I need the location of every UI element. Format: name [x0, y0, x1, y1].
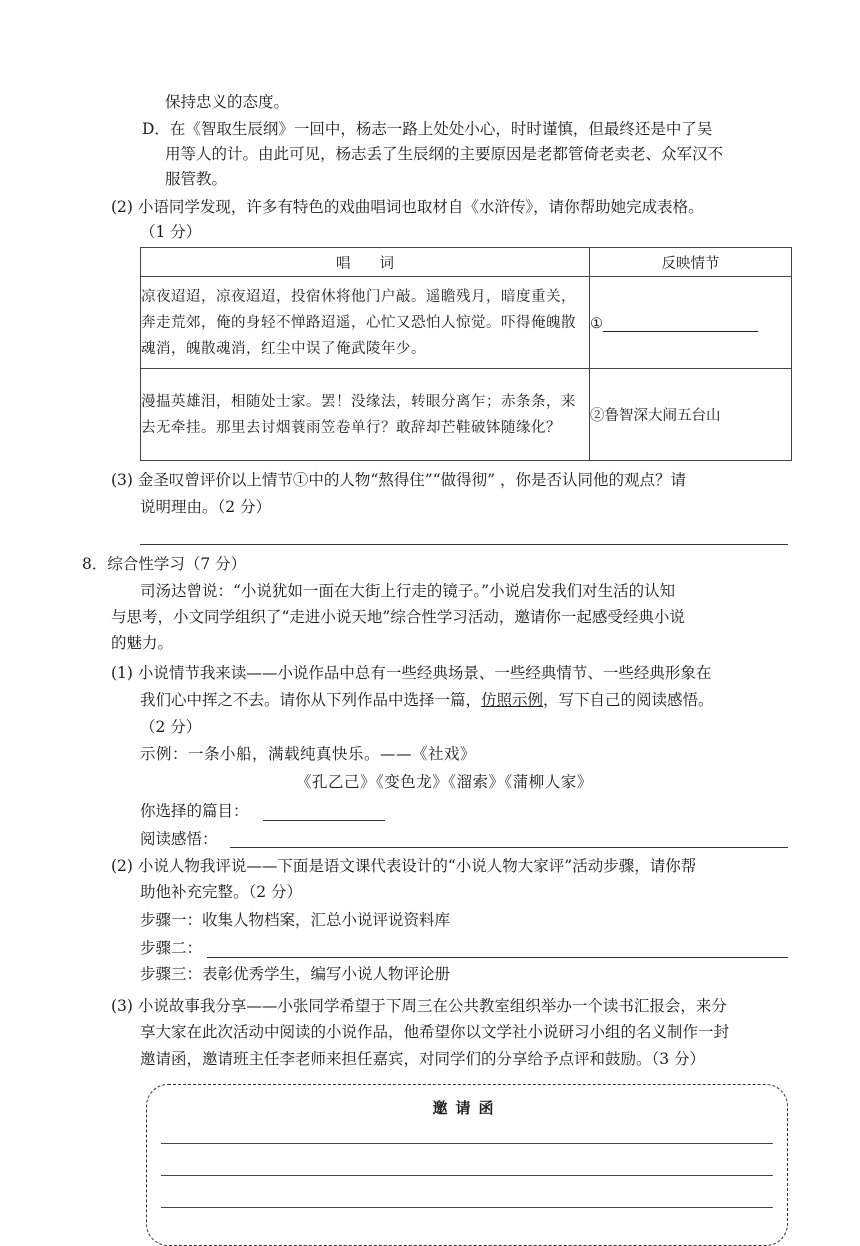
q8-intro-line1: 司汤达曾说：“小说犹如一面在大街上行走的镜子。”小说启发我们对生活的认知 — [140, 582, 676, 600]
q8-part2-line1: (2) 小说人物我评说——下面是语文课代表设计的“小说人物大家评”活动步骤，请你帮 — [111, 857, 697, 875]
q8-part1-score: （2 分） — [140, 718, 202, 736]
q8-part1-line2 — [140, 689, 714, 711]
works-list: 《孔乙己》《变色龙》《溜索》《蒲柳人家》 — [296, 773, 593, 791]
q8-intro-line3: 的魅力。 — [111, 634, 174, 652]
choose-label: 你选择的篇目： — [140, 802, 249, 820]
q8-intro-line2: 与思考，小文同学组织了“走进小说天地”综合性学习活动，邀请你一起感受经典小说 — [111, 608, 685, 626]
q7-part3-line2: 说明理由。（2 分） — [140, 498, 272, 516]
q7-part2-score: （1 分） — [140, 223, 202, 241]
step-two-label: 步骤二： — [140, 939, 203, 957]
invitation-box — [146, 1084, 788, 1246]
choose-answer-blank[interactable] — [263, 820, 385, 821]
q8-heading: 8．综合性学习（7 分） — [82, 555, 247, 573]
q7-part2-prompt: (2) 小语同学发现，许多有特色的戏曲唱词也取材自《水浒传》，请你帮助她完成表格。 — [111, 198, 704, 216]
q8-part1-underlined: 仿照示例 — [481, 691, 544, 709]
answer-line[interactable] — [140, 544, 788, 545]
q8-part1-line1: (1) 小说情节我来读——小说作品中总有一些经典场景、一些经典情节、一些经典形象在 — [111, 664, 712, 682]
q8-part3-line2: 享大家在此次活动中阅读的小说作品，他希望你以文学社小说研习小组的名义制作一封 — [140, 1023, 730, 1041]
step-three: 步骤三：表彰优秀学生，编写小说人物评论册 — [140, 965, 451, 983]
invitation-writing-line[interactable] — [161, 1175, 773, 1176]
plot-cell — [590, 277, 792, 369]
table-row — [141, 369, 792, 461]
plot-cell: ②鲁智深大闹五台山 — [590, 369, 792, 461]
plot-answer-blank[interactable] — [603, 314, 758, 332]
lyrics-cell: 漫揾英雄泪，相随处士家。罢！没缘法，转眼分离乍；赤条条，来去无牵挂。那里去讨烟蓑雨笠卷单行？敢辞却芒鞋破钵随缘化？ — [141, 369, 590, 461]
invitation-writing-line[interactable] — [161, 1207, 773, 1208]
table-header-lyrics: 唱 词 — [141, 248, 590, 277]
table-row — [141, 277, 792, 369]
option-c-continuation: 保持忠义的态度。 — [165, 93, 290, 111]
q8-part3-line1: (3) 小说故事我分享——小张同学希望于下周三在公共教室组织举办一个读书汇报会，来分 — [111, 997, 727, 1015]
option-d-line2: 用等人的计。由此可见，杨志丢了生辰纲的主要原因是老都管倚老卖老、众军汉不 — [165, 145, 724, 163]
q7-part3-line1: (3) 金圣叹曾评价以上情节①中的人物“熬得住”“做得彻” ，你是否认同他的观点？请 — [111, 471, 687, 489]
invitation-title: 邀请函 — [432, 1099, 502, 1117]
feeling-answer-blank[interactable] — [230, 847, 788, 848]
q8-part2-line2: 助他补充完整。（2 分） — [140, 883, 303, 901]
step-two-answer-blank[interactable] — [207, 957, 788, 958]
q8-part3-line3: 邀请函，邀请班主任李老师来担任嘉宾，对同学们的分享给予点评和鼓励。（3 分） — [140, 1050, 706, 1068]
feeling-label: 阅读感悟： — [140, 830, 218, 848]
option-d-line3: 服管教。 — [165, 170, 228, 188]
q8-part1-text: 我们心中挥之不去。请你从下列作品中选择一篇， — [140, 691, 482, 709]
invitation-writing-line[interactable] — [161, 1143, 773, 1144]
step-one: 步骤一：收集人物档案，汇总小说评说资料库 — [140, 911, 451, 929]
q8-part1-text-end: ，写下自己的阅读感悟。 — [543, 691, 714, 709]
option-d-line1: D．在《智取生辰纲》一回中，杨志一路上处处小心，时时谨慎，但最终还是中了吴 — [142, 120, 713, 138]
lyrics-table — [140, 247, 792, 461]
lyrics-cell: 凉夜迢迢，凉夜迢迢，投宿休将他门户敲。遥瞻残月，暗度重关，奔走荒郊，俺的身轻不惮路迢遥，心忙又恐怕人惊觉。吓得俺魄散魂消，魄散魂消，红尘中误了俺武陵年少。 — [141, 277, 590, 369]
plot-number: ① — [590, 315, 603, 332]
example-text: 示例：一条小船，满载纯真快乐。——《社戏》 — [140, 745, 477, 763]
table-header-plot: 反映情节 — [590, 248, 792, 277]
